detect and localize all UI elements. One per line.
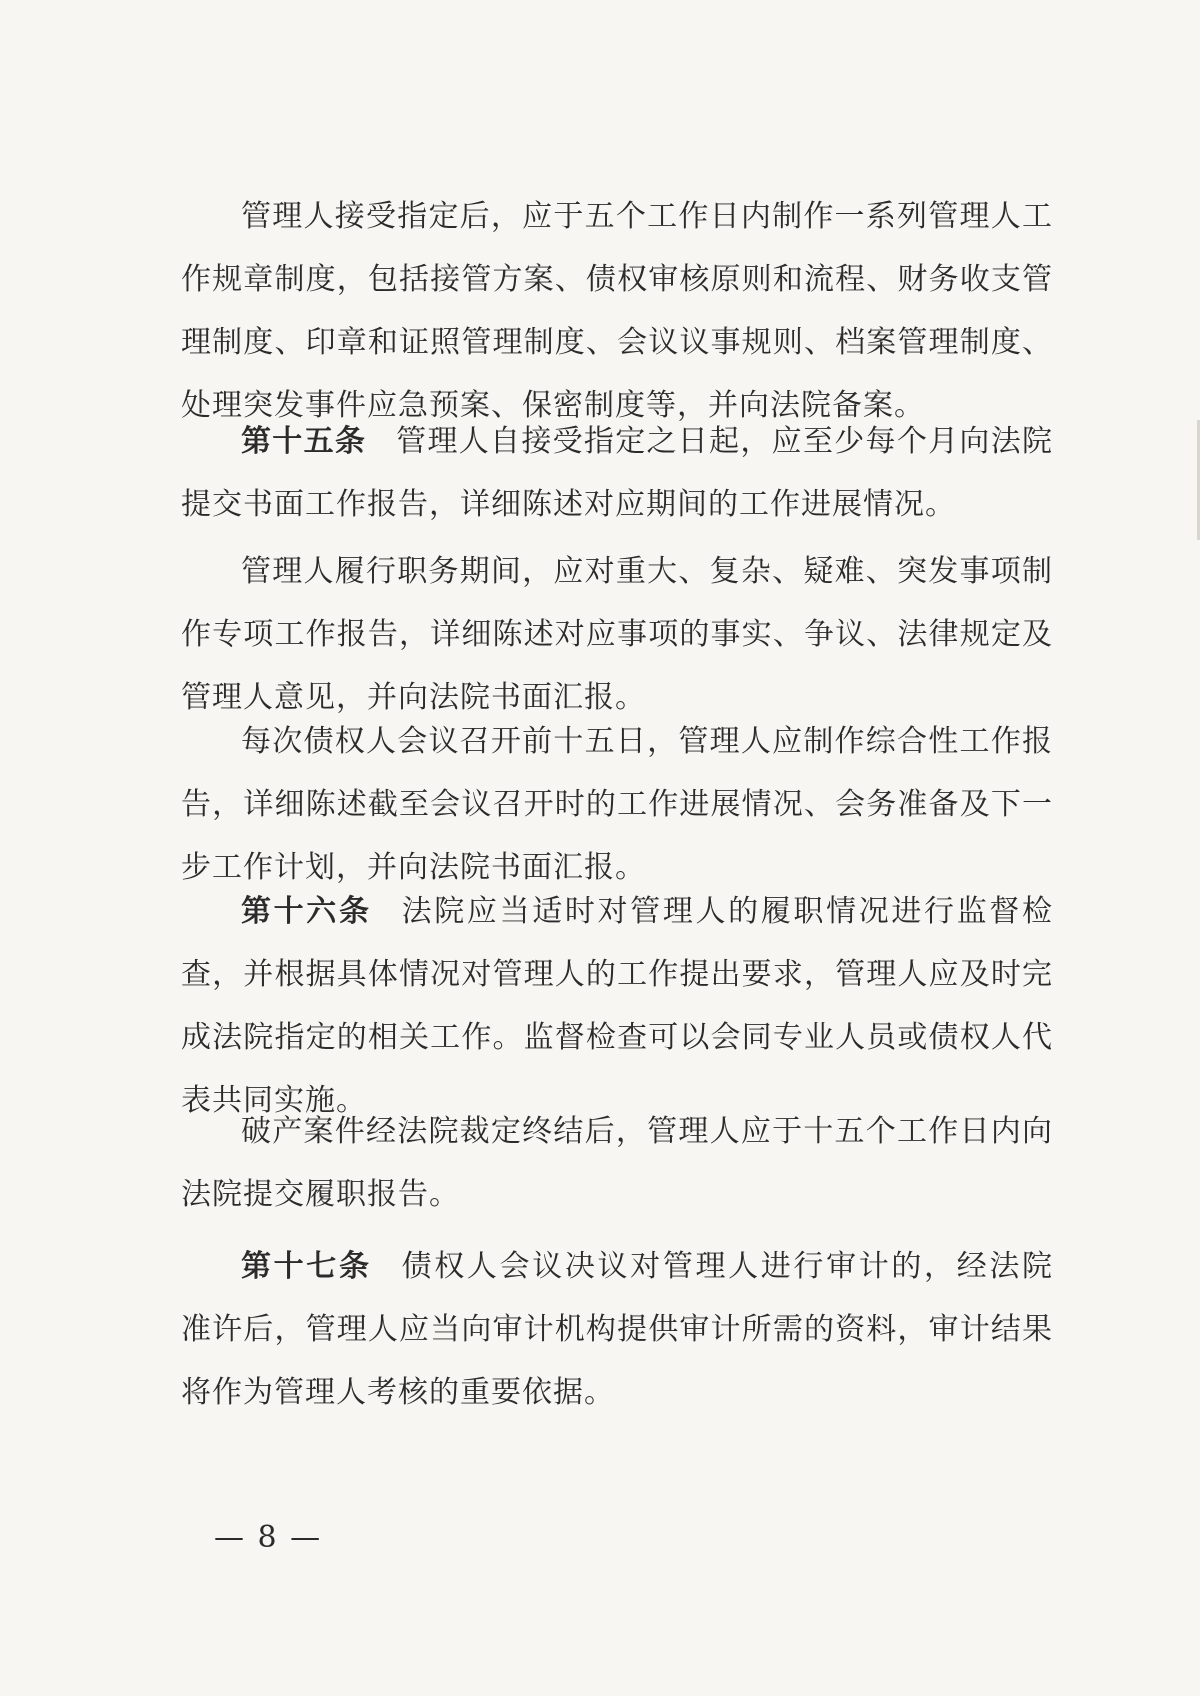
line-text: 破产案件经法院裁定终结后，管理人应于十五个工作日内向 bbox=[241, 1114, 1053, 1149]
paragraph bbox=[181, 185, 1053, 437]
paragraph bbox=[181, 540, 1053, 729]
line-text: 作专项工作报告，详细陈述对应事项的事实、争议、法律规定及 bbox=[181, 617, 1053, 652]
line-text: 管理人履行职务期间，应对重大、复杂、疑难、突发事项制 bbox=[241, 554, 1053, 589]
paragraph-line bbox=[181, 410, 1053, 473]
line-text: 步工作计划，并向法院书面汇报。 bbox=[181, 850, 646, 885]
paragraph-line bbox=[181, 603, 1053, 666]
article-heading: 第十七条 bbox=[241, 1249, 372, 1284]
article-heading: 第十六条 bbox=[241, 894, 372, 929]
paragraph bbox=[181, 1235, 1053, 1424]
line-text: 告，详细陈述截至会议召开时的工作进展情况、会务准备及下一 bbox=[181, 787, 1053, 822]
paragraph-line bbox=[181, 1006, 1053, 1069]
line-text: 债权人会议决议对管理人进行审计的，经法院 bbox=[401, 1249, 1054, 1284]
line-text: 法院应当适时对管理人的履职情况进行监督检 bbox=[401, 894, 1054, 929]
line-text: 将作为管理人考核的重要依据。 bbox=[181, 1375, 615, 1410]
line-text: 表共同实施。 bbox=[181, 1083, 367, 1118]
line-text: 理制度、印章和证照管理制度、会议议事规则、档案管理制度、 bbox=[181, 325, 1053, 360]
paragraph-line bbox=[181, 1361, 1053, 1424]
paragraph-line bbox=[181, 473, 1053, 536]
line-text: 处理突发事件应急预案、保密制度等，并向法院备案。 bbox=[181, 388, 925, 423]
line-text: 管理人意见，并向法院书面汇报。 bbox=[181, 680, 646, 715]
paragraph bbox=[181, 410, 1053, 536]
line-text: 准许后，管理人应当向审计机构提供审计所需的资料，审计结果 bbox=[181, 1312, 1053, 1347]
paragraph bbox=[181, 1100, 1053, 1226]
paragraph-line bbox=[181, 540, 1053, 603]
line-text: 管理人自接受指定之日起，应至少每个月向法院 bbox=[396, 424, 1054, 459]
paragraph-line bbox=[181, 773, 1053, 836]
paragraph bbox=[181, 710, 1053, 899]
page-number: — 8 — bbox=[214, 1520, 323, 1555]
paragraph-line bbox=[181, 710, 1053, 773]
line-text: 法院提交履职报告。 bbox=[181, 1177, 460, 1212]
paragraph-line bbox=[181, 1163, 1053, 1226]
line-text: 提交书面工作报告，详细陈述对应期间的工作进展情况。 bbox=[181, 487, 956, 522]
paragraph-line bbox=[181, 943, 1053, 1006]
paragraph-line bbox=[181, 248, 1053, 311]
line-text: 查，并根据具体情况对管理人的工作提出要求，管理人应及时完 bbox=[181, 957, 1053, 992]
line-text: 管理人接受指定后，应于五个工作日内制作一系列管理人工 bbox=[241, 199, 1053, 234]
line-text: 每次债权人会议召开前十五日，管理人应制作综合性工作报 bbox=[241, 724, 1053, 759]
paragraph bbox=[181, 880, 1053, 1132]
paragraph-line bbox=[181, 311, 1053, 374]
article-heading: 第十五条 bbox=[241, 424, 367, 459]
paragraph-line bbox=[181, 1100, 1053, 1163]
line-text: 作规章制度，包括接管方案、债权审核原则和流程、财务收支管 bbox=[181, 262, 1053, 297]
paragraph-line bbox=[181, 880, 1053, 943]
line-text: 成法院指定的相关工作。监督检查可以会同专业人员或债权人代 bbox=[181, 1020, 1053, 1055]
paragraph-line bbox=[181, 1298, 1053, 1361]
paragraph-line bbox=[181, 185, 1053, 248]
paragraph-line bbox=[181, 1235, 1053, 1298]
